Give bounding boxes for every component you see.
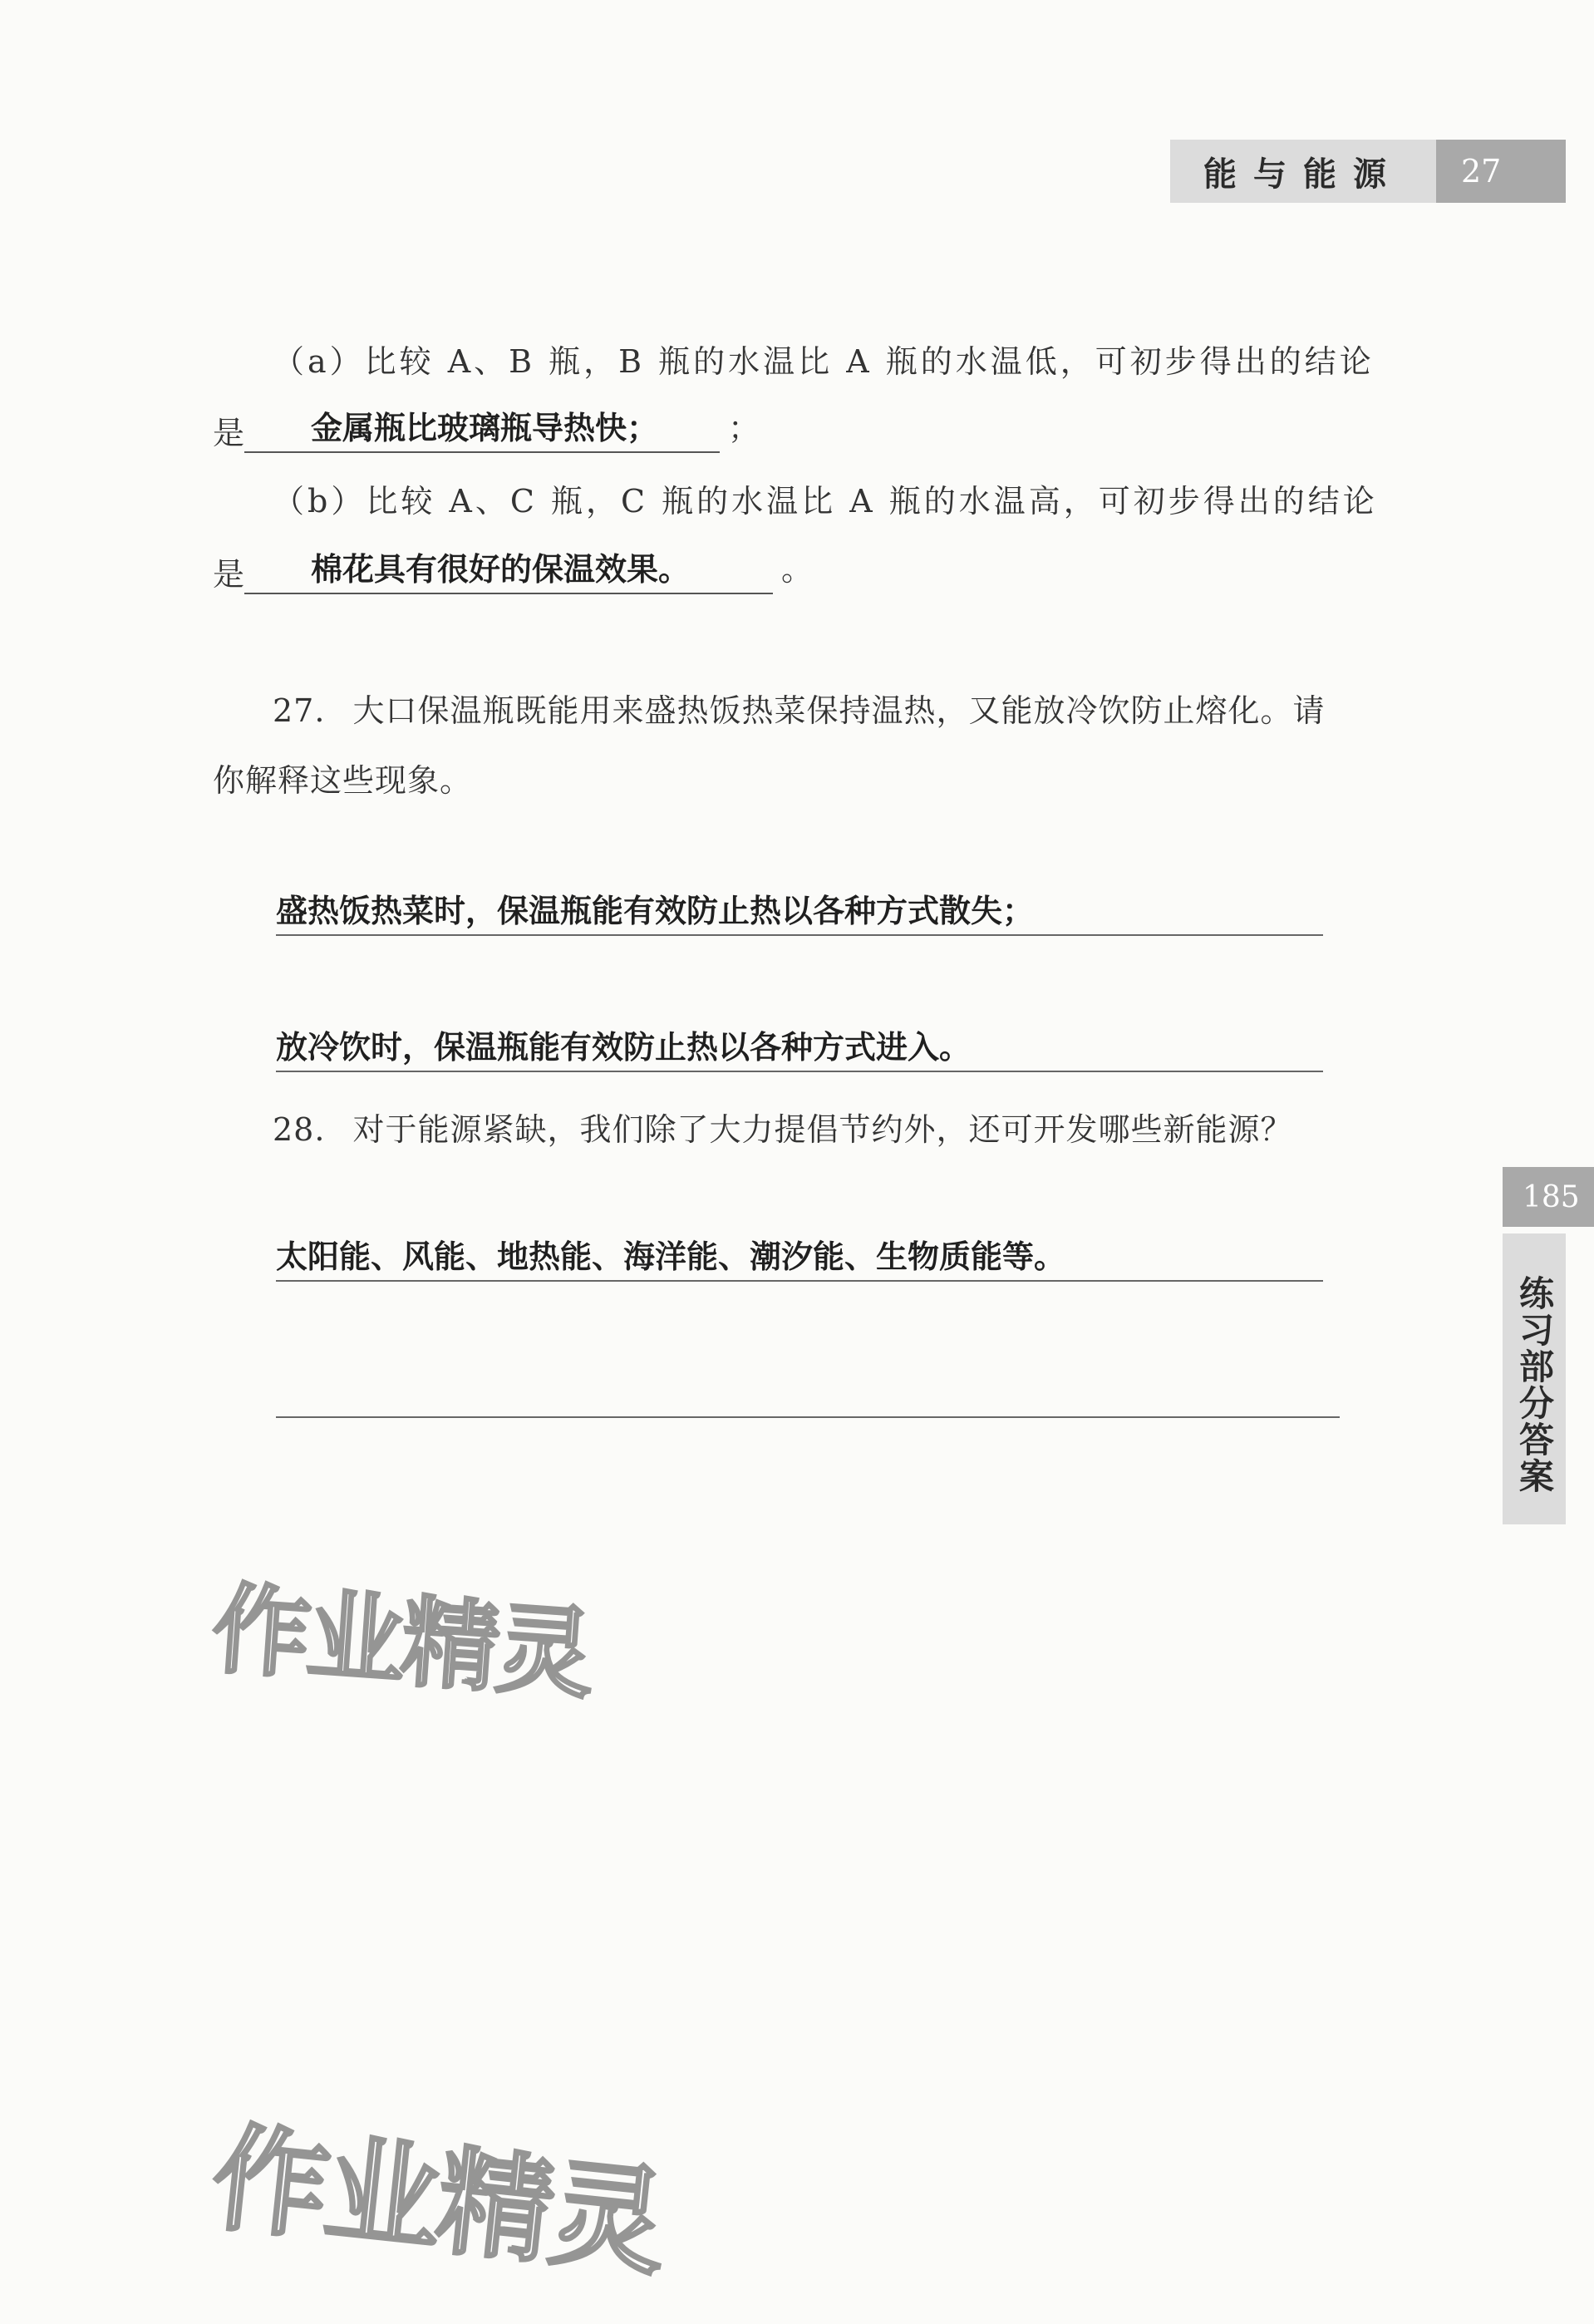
side-section-tab [1503, 1233, 1566, 1524]
chapter-title: 能与能源 [1203, 155, 1403, 194]
q27-answer-line1: 盛热饭热菜时，保温瓶能有效防止热以各种方式散失； [276, 893, 1035, 929]
q26b-answer-line [213, 544, 813, 594]
q26a-answer-line [213, 402, 760, 453]
q28-question [273, 1104, 1293, 1150]
q26b-question [273, 475, 1378, 521]
q27-question-line1 [273, 685, 1326, 731]
q26b-end: 。 [781, 551, 814, 588]
q26b-blank [244, 551, 773, 594]
q27-answer-rule-2 [276, 1027, 1323, 1072]
side-section-title: 练习部分答案 [1514, 1275, 1555, 1494]
q26a-answer: 金属瓶比玻璃瓶导热快； [311, 410, 659, 446]
q26a-prefix: （a） [273, 343, 365, 380]
watermark-lower: 作业精灵 [205, 2110, 670, 2292]
chapter-number: 27 [1436, 140, 1566, 203]
q26a-text: 比较 A、B 瓶，B 瓶的水温比 A 瓶的水温低，可初步得出的结论 [364, 343, 1375, 380]
q26b-prefix: （b） [273, 483, 367, 519]
q27-answer-line2: 放冷饮时，保温瓶能有效防止热以各种方式进入。 [276, 1029, 972, 1066]
q26a-question [273, 336, 1375, 382]
watermark-upper: 作业精灵 [209, 1571, 595, 1712]
q26b-answer: 棉花具有很好的保温效果。 [311, 551, 691, 588]
q26a-end: ； [728, 410, 760, 446]
q28-answer-rule-2 [276, 1373, 1340, 1418]
q26b-lead: 是 [213, 556, 245, 593]
chapter-tab [1170, 140, 1436, 203]
q28-answer-rule-1 [276, 1237, 1323, 1282]
q28-answer-line1: 太阳能、风能、地热能、海洋能、潮汐能、生物质能等。 [276, 1238, 1066, 1275]
side-page-number: 185 [1503, 1167, 1594, 1227]
q26a-blank [244, 410, 720, 453]
q27-question-line2: 你解释这些现象。 [213, 762, 473, 799]
q27-text-line1: 大口保温瓶既能用来盛热饭热菜保持温热，又能放冷饮防止熔化。请 [352, 692, 1326, 729]
q28-number: 28. [273, 1111, 326, 1148]
q26b-text: 比较 A、C 瓶，C 瓶的水温比 A 瓶的水温高，可初步得出的结论 [366, 483, 1378, 519]
q27-number: 27. [273, 692, 326, 729]
q27-answer-rule-1 [276, 891, 1323, 936]
q28-text: 对于能源紧缺，我们除了大力提倡节约外，还可开发哪些新能源？ [352, 1111, 1293, 1148]
q26a-lead: 是 [213, 415, 245, 451]
